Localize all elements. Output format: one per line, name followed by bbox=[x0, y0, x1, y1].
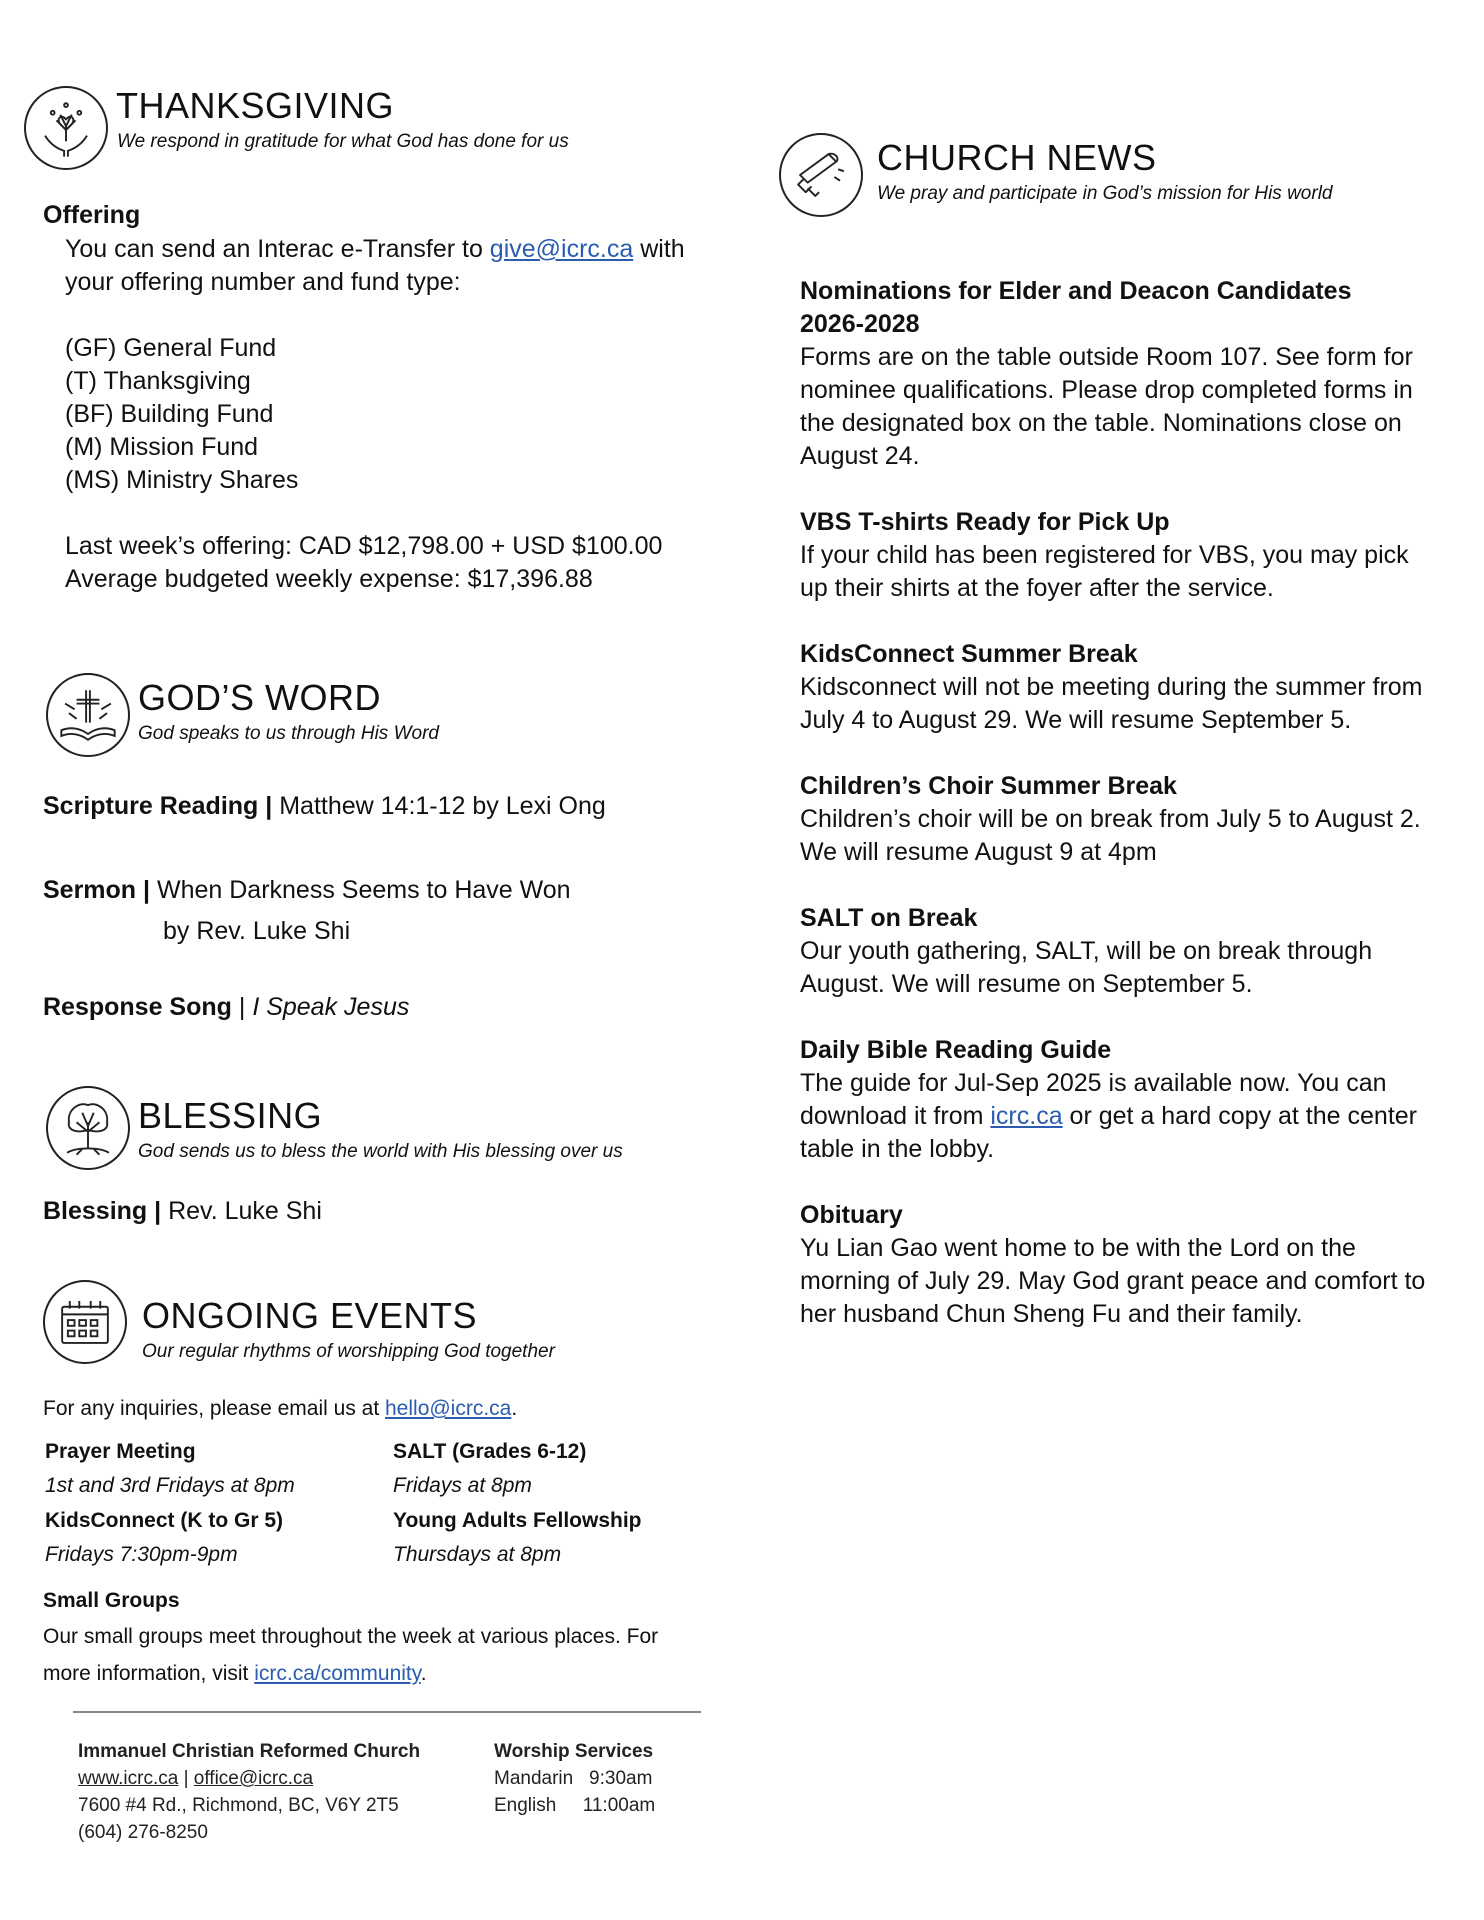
event-salt bbox=[393, 1435, 713, 1503]
news-item bbox=[800, 902, 1440, 1001]
offering-line1-post: with bbox=[633, 235, 685, 263]
church-phone: (604) 276-8250 bbox=[78, 1822, 208, 1843]
ongoing-events-title: ONGOING EVENTS bbox=[142, 1295, 478, 1336]
news-body: Yu Lian Gao went home to be with the Lord on the morning of July 29. May God grant peace and comfort to her husband Chun Sheng Fu and their family. bbox=[800, 1234, 1426, 1328]
bible-post: or get a hard copy at the center table in the lobby. bbox=[800, 1102, 1417, 1163]
event-kidsconnect bbox=[45, 1504, 385, 1572]
scripture-reader: by Lexi Ong bbox=[472, 792, 606, 820]
event-time: 1st and 3rd Fridays at 8pm bbox=[45, 1474, 295, 1497]
office-email-link[interactable]: office@icrc.ca bbox=[193, 1768, 314, 1789]
inquiry-post: . bbox=[511, 1397, 518, 1420]
offering-line2: your offering number and fund type: bbox=[65, 268, 461, 296]
news-title: Daily Bible Reading Guide bbox=[800, 1036, 1112, 1064]
sermon-label: Sermon | bbox=[43, 876, 151, 904]
news-body: Our youth gathering, SALT, will be on break through August. We will resume on September 5. bbox=[800, 937, 1373, 998]
footer-services bbox=[494, 1738, 714, 1819]
event-time: Fridays 7:30pm-9pm bbox=[45, 1543, 238, 1566]
tree-icon bbox=[46, 1086, 130, 1170]
footer-divider bbox=[73, 1711, 701, 1713]
service-english: English 11:00am bbox=[494, 1795, 656, 1816]
footer-church-info bbox=[78, 1738, 498, 1846]
sermon-preacher: by Rev. Luke Shi bbox=[163, 917, 351, 945]
small-groups-pre: more information, visit bbox=[43, 1662, 255, 1685]
news-body bbox=[800, 1067, 1440, 1166]
news-item bbox=[800, 638, 1440, 737]
news-body: If your child has been registered for VBS, you may pick up their shirts at the foyer after the service. bbox=[800, 541, 1409, 602]
event-name: KidsConnect (K to Gr 5) bbox=[45, 1509, 284, 1532]
inquiry-pre: For any inquiries, please email us at bbox=[43, 1397, 385, 1420]
response-label: Response Song bbox=[43, 993, 232, 1021]
give-email-link[interactable]: give@icrc.ca bbox=[489, 235, 634, 263]
hands-tree-icon bbox=[24, 86, 108, 170]
sermon bbox=[43, 874, 571, 907]
news-item bbox=[800, 506, 1440, 605]
church-address: 7600 #4 Rd., Richmond, BC, V6Y 2T5 bbox=[78, 1795, 399, 1816]
fund-item: (BF) Building Fund bbox=[65, 400, 274, 428]
fund-item: (MS) Ministry Shares bbox=[65, 466, 299, 494]
blessing-label: Blessing | bbox=[43, 1197, 162, 1225]
gods-word-title: GOD’S WORD bbox=[138, 677, 381, 718]
avg-expense: Average budgeted weekly expense: $17,396.88 bbox=[65, 565, 593, 593]
scripture-label: Scripture Reading | bbox=[43, 792, 273, 820]
event-time: Thursdays at 8pm bbox=[393, 1543, 562, 1566]
blessing-by: Rev. Luke Shi bbox=[161, 1197, 322, 1225]
scripture-reading bbox=[43, 790, 606, 823]
offering-heading: Offering bbox=[43, 201, 141, 229]
small-groups bbox=[43, 1584, 743, 1691]
event-name: Young Adults Fellowship bbox=[393, 1509, 642, 1532]
megaphone-icon bbox=[779, 133, 863, 217]
fund-item: (M) Mission Fund bbox=[65, 433, 259, 461]
icrc-link[interactable]: icrc.ca bbox=[990, 1102, 1063, 1130]
news-item-bible-guide bbox=[800, 1034, 1440, 1166]
sermon-title: When Darkness Seems to Have Won bbox=[150, 876, 571, 904]
news-item bbox=[800, 275, 1440, 473]
footer-sep: | bbox=[178, 1768, 194, 1789]
website-link[interactable]: www.icrc.ca bbox=[78, 1768, 179, 1789]
thanksgiving-subtitle: We respond in gratitude for what God has done for us bbox=[117, 131, 569, 152]
news-body: Kidsconnect will not be meeting during the summer from July 4 to August 29. We will resume September 5. bbox=[800, 673, 1423, 734]
calendar-icon bbox=[43, 1280, 127, 1364]
bible-pre: The guide for Jul-Sep 2025 is available now. You can download it from bbox=[800, 1069, 1387, 1130]
last-week-offering: Last week’s offering: CAD $12,798.00 + USD $100.00 bbox=[65, 532, 663, 560]
service-mandarin: Mandarin 9:30am bbox=[494, 1768, 653, 1789]
news-title: KidsConnect Summer Break bbox=[800, 640, 1138, 668]
scripture-passage: Matthew 14:1-12 bbox=[272, 792, 473, 820]
news-item bbox=[800, 770, 1440, 869]
response-song-title: I Speak Jesus bbox=[252, 993, 410, 1021]
news-title: SALT on Break bbox=[800, 904, 978, 932]
services-heading: Worship Services bbox=[494, 1741, 654, 1762]
event-young-adults bbox=[393, 1504, 713, 1572]
news-title: VBS T-shirts Ready for Pick Up bbox=[800, 508, 1170, 536]
fund-item: (T) Thanksgiving bbox=[65, 367, 251, 395]
church-news-subtitle: We pray and participate in God’s mission for His world bbox=[877, 183, 1333, 204]
small-groups-line1: Our small groups meet throughout the week at various places. For bbox=[43, 1625, 659, 1648]
church-name: Immanuel Christian Reformed Church bbox=[78, 1741, 421, 1762]
fund-item: (GF) General Fund bbox=[65, 334, 277, 362]
response-sep: | bbox=[231, 993, 253, 1021]
offering-text bbox=[65, 233, 705, 596]
church-news-list bbox=[800, 275, 1440, 1364]
community-link[interactable]: icrc.ca/community bbox=[254, 1662, 421, 1685]
event-name: Prayer Meeting bbox=[45, 1440, 196, 1463]
small-groups-post: . bbox=[420, 1662, 427, 1685]
hello-email-link[interactable]: hello@icrc.ca bbox=[385, 1397, 512, 1420]
blessing-title: BLESSING bbox=[138, 1095, 323, 1136]
church-news-title: CHURCH NEWS bbox=[877, 137, 1157, 178]
response-song bbox=[43, 991, 409, 1024]
news-title: Nominations for Elder and Deacon Candidates 2026-2028 bbox=[800, 277, 1352, 338]
inquiry-line bbox=[43, 1392, 517, 1426]
event-name: SALT (Grades 6-12) bbox=[393, 1440, 587, 1463]
event-time: Fridays at 8pm bbox=[393, 1474, 532, 1497]
thanksgiving-title: THANKSGIVING bbox=[116, 85, 395, 126]
blessing-subtitle: God sends us to bless the world with His blessing over us bbox=[138, 1141, 623, 1162]
small-groups-heading: Small Groups bbox=[43, 1589, 180, 1612]
news-title: Obituary bbox=[800, 1201, 903, 1229]
news-item-obituary bbox=[800, 1199, 1440, 1331]
blessing-line bbox=[43, 1195, 322, 1228]
news-title: Children’s Choir Summer Break bbox=[800, 772, 1177, 800]
news-body: Children’s choir will be on break from July 5 to August 2. We will resume August 9 at 4pm bbox=[800, 805, 1421, 866]
gods-word-subtitle: God speaks to us through His Word bbox=[138, 723, 439, 744]
news-body: Forms are on the table outside Room 107. See form for nominee qualifications. Please drop completed forms in the designated box on the table. Nominations close on August 24. bbox=[800, 343, 1413, 470]
ongoing-events-subtitle: Our regular rhythms of worshipping God together bbox=[142, 1341, 555, 1362]
offering-line1-pre: You can send an Interac e-Transfer to bbox=[65, 235, 490, 263]
event-prayer-meeting bbox=[45, 1435, 385, 1503]
cross-book-icon bbox=[46, 673, 130, 757]
